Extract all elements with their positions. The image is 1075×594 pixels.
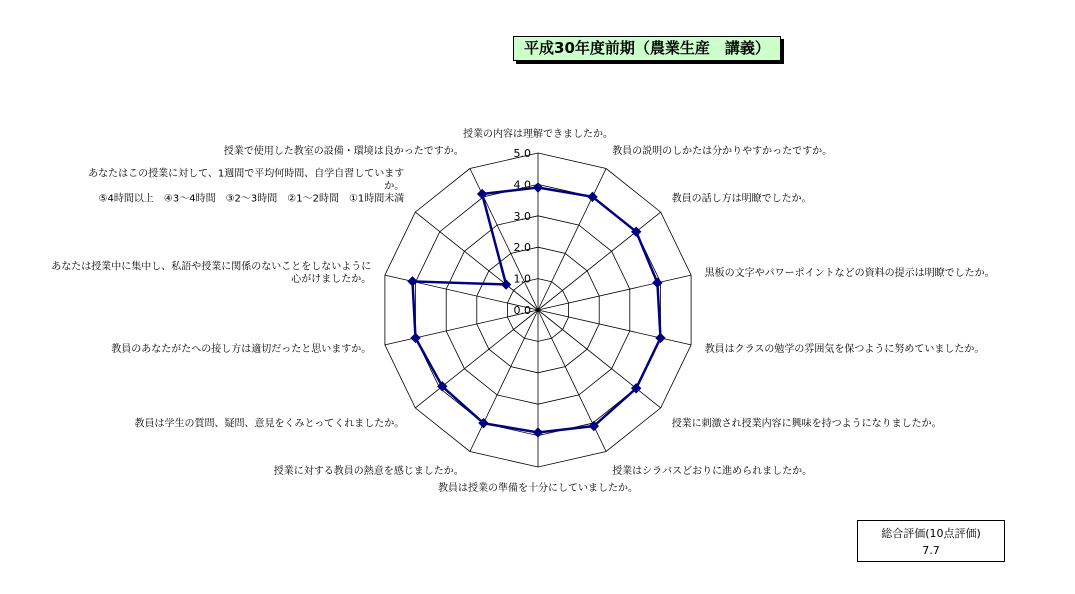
overall-score-box xyxy=(857,520,1005,562)
category-label: 授業はシラバスどおりに進められましたか。 xyxy=(612,466,813,478)
category-label: 教員の説明のしかたは分かりやすかったですか。 xyxy=(612,145,833,157)
data-point xyxy=(411,333,420,342)
category-label: 授業で使用した教室の設備・環境は良かったですか。 xyxy=(223,145,464,157)
overall-score-label: 総合評価(10点評価) xyxy=(881,527,981,540)
tick-label: 1.0 xyxy=(513,272,531,286)
category-label: 教員の話し方は明瞭でしたか。 xyxy=(671,193,812,205)
radial-axis-ticks xyxy=(514,147,532,317)
data-point xyxy=(478,190,487,199)
tick-label: 0.0 xyxy=(513,304,531,317)
grid-spoke xyxy=(538,275,691,310)
category-label: 教員は授業の準備を十分にしていましたか。 xyxy=(438,483,638,494)
category-label: 授業に対する教員の熱意を感じましたか。 xyxy=(273,466,464,478)
grid-spoke xyxy=(538,212,661,310)
data-point xyxy=(502,280,511,289)
tick-label: 4.0 xyxy=(513,178,531,192)
data-point xyxy=(534,183,543,192)
tick-label: 2.0 xyxy=(513,241,531,255)
category-label: ⑤4時間以上 ④3～4時間 ③2～3時間 ②1～2時間 ①1時間未満 xyxy=(98,193,405,205)
grid-spoke xyxy=(415,209,538,310)
category-label: 心がけましたか。 xyxy=(291,274,372,286)
category-label: か。 xyxy=(384,180,405,192)
category-label: 教員は学生の質問、疑問、意見をくみとってくれましたか。 xyxy=(134,418,405,430)
radar-grid xyxy=(385,153,691,467)
category-label: 教員はクラスの勉学の雰囲気を保つように努めていましたか。 xyxy=(704,344,985,356)
tick-label: 3.0 xyxy=(513,209,531,223)
chart-title: 平成30年度前期（農業生産 講義） xyxy=(513,36,781,61)
overall-score-value: 7.7 xyxy=(922,544,940,557)
category-label: 授業に刺激され授業内容に興味を持つようになりましたか。 xyxy=(671,418,942,430)
category-label: 授業の内容は理解できましたか。 xyxy=(463,129,613,140)
grid-spoke xyxy=(538,310,661,408)
data-point xyxy=(656,333,665,342)
tick-label: 5.0 xyxy=(513,147,531,160)
data-point xyxy=(534,428,543,437)
category-label: あなたは授業中に集中し、私語や授業に関係のないことをしないように xyxy=(51,261,372,273)
category-label: 黒板の文字やパワーポイントなどの資料の提示は明瞭でしたか。 xyxy=(704,267,995,279)
grid-spoke xyxy=(538,310,691,345)
category-label: 教員のあなたがたへの接し方は適切だったと思いますか。 xyxy=(111,344,372,356)
grid-spoke xyxy=(415,310,538,408)
category-label: あなたはこの授業に対して、1週間で平均何時間、自学自習しています xyxy=(88,168,405,180)
